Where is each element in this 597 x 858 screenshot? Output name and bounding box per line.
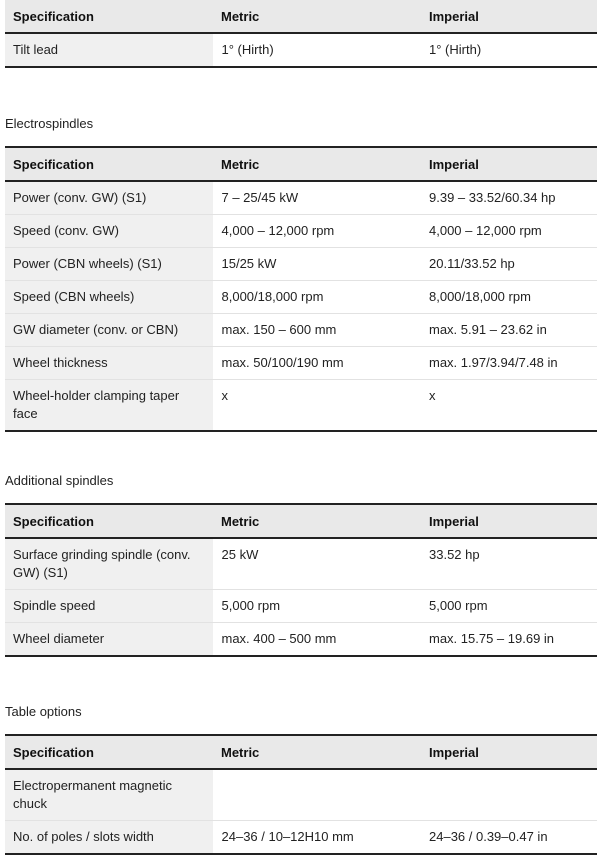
header-metric: Metric — [213, 504, 421, 538]
cell-metric: x — [213, 380, 421, 432]
header-metric: Metric — [213, 147, 421, 181]
cell-metric: 15/25 kW — [213, 248, 421, 281]
cell-metric — [213, 769, 421, 821]
cell-metric: 1° (Hirth) — [213, 33, 421, 67]
table-row — [5, 590, 597, 623]
table-row — [5, 281, 597, 314]
cell-imperial: 1° (Hirth) — [421, 33, 597, 67]
cell-metric: max. 150 – 600 mm — [213, 314, 421, 347]
table-header-row — [5, 735, 597, 769]
cell-spec: Speed (conv. GW) — [5, 215, 213, 248]
spec-table-table-options — [5, 734, 597, 855]
cell-spec: Tilt lead — [5, 33, 213, 67]
cell-spec: Wheel diameter — [5, 623, 213, 657]
cell-spec: Wheel-holder clamping taper face — [5, 380, 213, 432]
section-title-additional-spindles: Additional spindles — [5, 473, 114, 488]
table-header-row — [5, 504, 597, 538]
cell-imperial: 33.52 hp — [421, 538, 597, 590]
header-specification: Specification — [5, 735, 213, 769]
cell-metric: 24–36 / 10–12H10 mm — [213, 821, 421, 855]
table-row — [5, 181, 597, 215]
table-row — [5, 248, 597, 281]
table-row — [5, 623, 597, 657]
table-row — [5, 314, 597, 347]
table-row — [5, 215, 597, 248]
cell-spec: Electropermanent magnetic chuck — [5, 769, 213, 821]
cell-spec: Power (conv. GW) (S1) — [5, 181, 213, 215]
cell-spec: Power (CBN wheels) (S1) — [5, 248, 213, 281]
cell-metric: max. 400 – 500 mm — [213, 623, 421, 657]
cell-metric: 4,000 – 12,000 rpm — [213, 215, 421, 248]
cell-imperial — [421, 769, 597, 821]
table-row — [5, 33, 597, 67]
header-metric: Metric — [213, 0, 421, 33]
cell-imperial: max. 15.75 – 19.69 in — [421, 623, 597, 657]
table-row — [5, 538, 597, 590]
cell-spec: GW diameter (conv. or CBN) — [5, 314, 213, 347]
cell-imperial: 20.11/33.52 hp — [421, 248, 597, 281]
header-metric: Metric — [213, 735, 421, 769]
table-header-row — [5, 147, 597, 181]
cell-imperial: 5,000 rpm — [421, 590, 597, 623]
cell-imperial: max. 1.97/3.94/7.48 in — [421, 347, 597, 380]
cell-imperial: 24–36 / 0.39–0.47 in — [421, 821, 597, 855]
spec-table-tilt — [5, 0, 597, 68]
table-row — [5, 380, 597, 432]
cell-metric: 25 kW — [213, 538, 421, 590]
cell-imperial: 9.39 – 33.52/60.34 hp — [421, 181, 597, 215]
cell-spec: No. of poles / slots width — [5, 821, 213, 855]
header-imperial: Imperial — [421, 735, 597, 769]
cell-imperial: 8,000/18,000 rpm — [421, 281, 597, 314]
cell-imperial: x — [421, 380, 597, 432]
header-imperial: Imperial — [421, 147, 597, 181]
section-title-table-options: Table options — [5, 704, 82, 719]
cell-imperial: 4,000 – 12,000 rpm — [421, 215, 597, 248]
cell-metric: 8,000/18,000 rpm — [213, 281, 421, 314]
table-header-row — [5, 0, 597, 33]
cell-spec: Spindle speed — [5, 590, 213, 623]
cell-metric: 7 – 25/45 kW — [213, 181, 421, 215]
table-row — [5, 347, 597, 380]
table-row — [5, 769, 597, 821]
cell-spec: Surface grinding spindle (conv. GW) (S1) — [5, 538, 213, 590]
header-specification: Specification — [5, 0, 213, 33]
cell-imperial: max. 5.91 – 23.62 in — [421, 314, 597, 347]
header-specification: Specification — [5, 504, 213, 538]
section-title-electrospindles: Electrospindles — [5, 116, 94, 131]
table-row — [5, 821, 597, 855]
cell-metric: 5,000 rpm — [213, 590, 421, 623]
spec-table-additional-spindles — [5, 503, 597, 657]
header-specification: Specification — [5, 147, 213, 181]
spec-table-electrospindles — [5, 146, 597, 432]
header-imperial: Imperial — [421, 0, 597, 33]
cell-metric: max. 50/100/190 mm — [213, 347, 421, 380]
cell-spec: Wheel thickness — [5, 347, 213, 380]
cell-spec: Speed (CBN wheels) — [5, 281, 213, 314]
header-imperial: Imperial — [421, 504, 597, 538]
